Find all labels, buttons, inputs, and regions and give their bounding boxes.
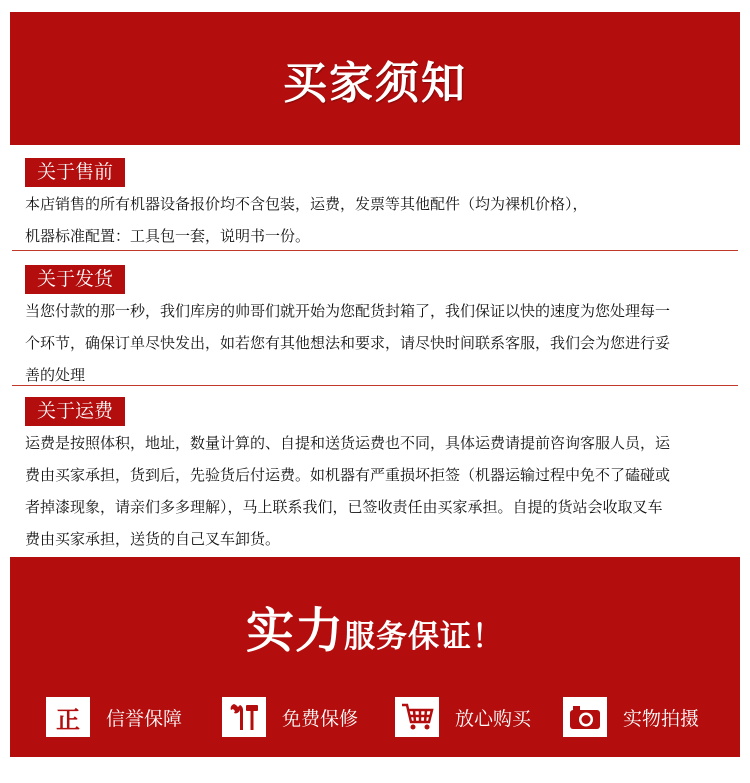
camera-icon	[563, 697, 607, 737]
section-line: 运费是按照体积，地址，数量计算的、自提和送货运费也不同，具体运费请提前咨询客服人员，运	[25, 434, 671, 452]
section-shipping	[25, 265, 730, 391]
feature-reputation	[46, 694, 182, 740]
feature-real-photos	[563, 694, 699, 740]
section-tag: 关于运费	[25, 397, 125, 426]
section-tag: 关于发货	[25, 265, 125, 294]
section-freight	[25, 397, 730, 555]
feature-free-warranty	[222, 694, 358, 740]
section-line: 者掉漆现象，请亲们多多理解），马上联系我们，已签收责任由买家承担。自提的货站会收取叉车	[25, 498, 663, 516]
page-title: 买家须知	[283, 57, 467, 109]
section-body	[25, 427, 730, 555]
wrench-hammer-icon	[222, 697, 266, 737]
section-body	[25, 188, 730, 252]
wrench-hammer-svg	[228, 701, 260, 733]
section-tag: 关于售前	[25, 158, 125, 187]
divider	[12, 385, 738, 386]
divider	[12, 250, 738, 251]
shopping-cart-icon	[395, 697, 439, 737]
guarantee-title-big: 实力	[245, 603, 344, 659]
section-line: 善的处理	[25, 366, 86, 384]
shopping-cart-svg	[400, 702, 434, 732]
header-banner	[10, 12, 740, 145]
zheng-character-icon	[46, 697, 90, 737]
feature-label: 信誉保障	[106, 707, 183, 730]
feature-label: 放心购买	[455, 707, 532, 730]
guarantee-panel	[10, 557, 740, 757]
feature-label: 实物拍摄	[623, 707, 700, 730]
feature-safe-purchase	[395, 694, 531, 740]
section-line: 本店销售的所有机器设备报价均不含包装，运费，发票等其他配件（均为裸机价格），	[25, 195, 588, 213]
section-line: 个环节，确保订单尽快发出，如若您有其他想法和要求，请尽快时间联系客服，我们会为您进行妥	[25, 334, 671, 352]
guarantee-title	[10, 592, 740, 661]
zheng-character: 正	[56, 705, 80, 734]
section-line: 费由买家承担，送货的自己叉车卸货。	[25, 530, 281, 548]
camera-svg	[568, 703, 602, 731]
guarantee-title-small: 服务保证！	[344, 619, 504, 655]
bottom-strip	[10, 757, 740, 783]
feature-label: 免费保修	[282, 707, 359, 730]
section-line: 机器标准配置：工具包一套，说明书一份。	[25, 227, 311, 245]
feature-row	[10, 694, 740, 740]
section-line: 费由买家承担，货到后，先验货后付运费。如机器有严重损坏拒签（机器运输过程中免不了磕碰或	[25, 466, 671, 484]
section-line: 当您付款的那一秒，我们库房的帅哥们就开始为您配货封箱了，我们保证以快的速度为您处理每一	[25, 302, 671, 320]
section-body	[25, 295, 730, 391]
section-presale	[25, 158, 730, 252]
